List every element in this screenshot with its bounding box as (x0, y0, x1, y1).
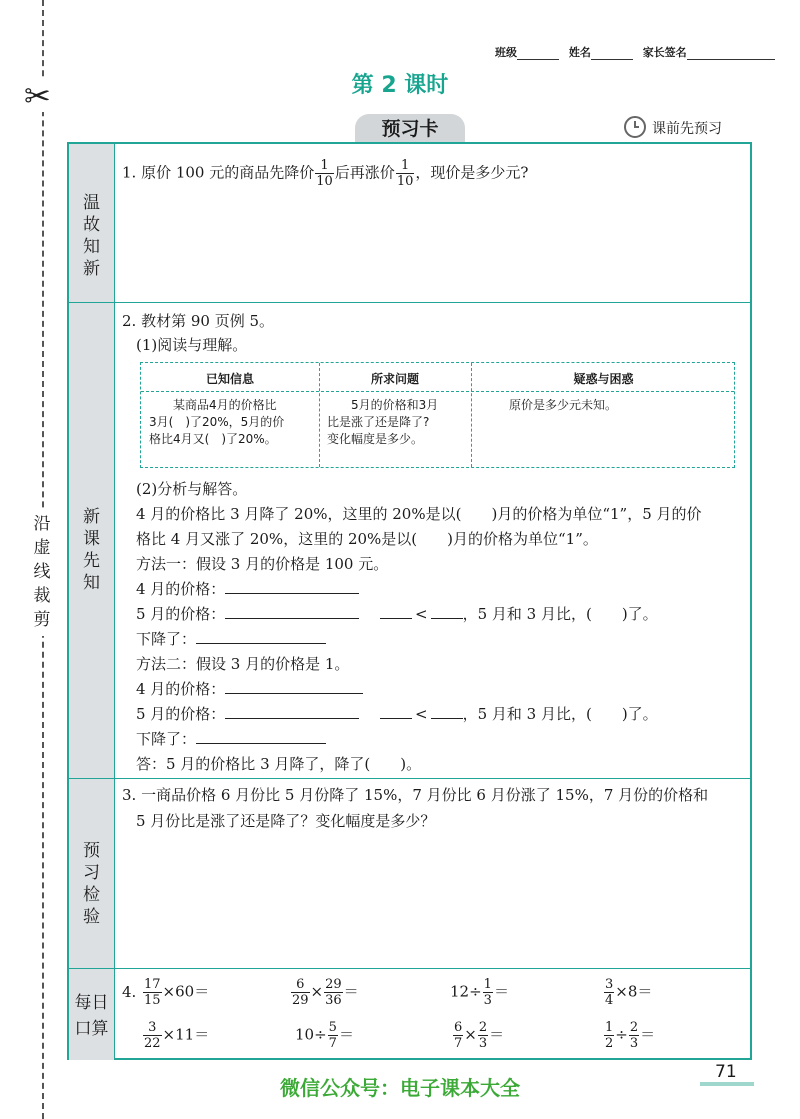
method-1: 方法一：假设 3 月的价格是 100 元。 (136, 555, 389, 573)
clock-icon (624, 116, 646, 138)
answer-blank[interactable] (225, 617, 359, 619)
question-3-line-1: 3. 一商品价格 6 月份比 5 月份降了 15%，7 月份比 6 月份涨了 15%，7 月份的价格和 (122, 786, 709, 804)
mental-math-4: $\frac{3}{4}$ ×8＝ (605, 977, 653, 1008)
header-fields (495, 44, 775, 60)
info-cell-doubt: 原价是多少元未知。 (509, 398, 618, 412)
row-divider (69, 302, 750, 303)
answer-blank[interactable] (196, 742, 326, 744)
mental-math-5: $\frac{3}{22}$ ×11＝ (144, 1020, 210, 1051)
section-label-review: 温故知新 (83, 193, 100, 279)
lesson-title: 第 2 课时 (351, 73, 449, 98)
fraction: $\frac{1}{10}$ (316, 158, 333, 189)
column-divider (114, 144, 115, 1058)
answer-blank[interactable] (431, 617, 463, 619)
mental-math-2: $\frac{6}{29}$ × $\frac{29}{36}$ ＝ (292, 977, 359, 1008)
method1-compare: < ，5 月和 3 月比，( )了。 (380, 607, 658, 622)
answer-blank[interactable] (225, 592, 359, 594)
method2-may: 5 月的价格： (136, 707, 359, 722)
method2-dropped: 下降了： (136, 732, 326, 747)
row-divider (69, 778, 750, 779)
question-1: 1. 原价 100 元的商品先降价 $\frac{1}{10}$ 后再涨价 $\frac{1}{10}$ ，现价是多少元? (122, 158, 529, 189)
worksheet-frame (67, 142, 752, 1060)
section-label-check: 预习检验 (83, 841, 100, 927)
mental-math-1: $\frac{17}{15}$ ×60＝ (144, 977, 210, 1008)
scissors-icon: ✂ (24, 77, 51, 115)
method-2: 方法二：假设 3 月的价格是 1。 (136, 655, 350, 673)
answer-blank[interactable] (196, 642, 326, 644)
question-2-sub2: (2)分析与解答。 (136, 480, 248, 498)
info-head-doubt: 疑惑与困惑 (573, 372, 634, 386)
analysis-line-2: 格比 4 月又涨了 20%，这里的 20%是以( )月的价格为单位“1”。 (136, 530, 598, 548)
card-title: 预习卡 (355, 114, 465, 144)
info-head-known: 已知信息 (205, 372, 254, 386)
footer-watermark: 微信公众号：电子课本大全 (280, 1076, 520, 1100)
info-table (140, 362, 735, 468)
info-head-question: 所求问题 (370, 372, 419, 386)
method2-april: 4 月的价格： (136, 682, 363, 697)
info-cell-question: 5月的价格和3月 比是涨了还是降了? 变化幅度是多少。 (327, 398, 439, 446)
fraction: $\frac{1}{10}$ (396, 158, 414, 189)
name-blank[interactable] (591, 59, 633, 60)
question-2-title: 2. 教材第 90 页例 5。 (122, 312, 275, 330)
method1-april: 4 月的价格： (136, 582, 359, 597)
question-2-sub1: (1)阅读与理解。 (136, 336, 248, 354)
preview-tag-label: 课前先预习 (652, 121, 722, 137)
class-blank[interactable] (517, 59, 559, 60)
answer-blank[interactable] (225, 717, 359, 719)
question-3-line-2: 5 月份比是涨了还是降了？变化幅度是多少？ (136, 812, 436, 830)
row-divider (69, 968, 750, 969)
mental-math-3: 12÷ $\frac{1}{3}$ ＝ (450, 977, 509, 1008)
method1-may: 5 月的价格： (136, 607, 359, 622)
section-label-daily: 每日口算 (74, 993, 109, 1039)
class-label: 班级 (495, 46, 517, 59)
answer-blank[interactable] (431, 717, 463, 719)
mental-math-7: $\frac{6}{7}$ × $\frac{2}{3}$ ＝ (454, 1020, 505, 1051)
mental-math-6: 10÷ $\frac{5}{7}$ ＝ (295, 1020, 354, 1051)
mental-math-8: $\frac{1}{2}$ ÷ $\frac{2}{3}$ ＝ (605, 1020, 656, 1051)
analysis-line-1: 4 月的价格比 3 月降了 20%，这里的 20%是以( )月的价格为单位“1”，5 月的价 (136, 505, 702, 523)
answer-line: 答：5 月的价格比 3 月降了，降了( )。 (136, 755, 422, 773)
section-label-new-lesson: 新课先知 (83, 507, 100, 593)
answer-blank[interactable] (225, 692, 363, 694)
method2-compare: < ，5 月和 3 月比，( )了。 (380, 707, 658, 722)
parent-sign-label: 家长签名 (642, 46, 687, 59)
page-number: 71 (715, 1062, 737, 1082)
method1-dropped: 下降了： (136, 632, 326, 647)
answer-blank[interactable] (380, 617, 412, 619)
cut-instruction: 沿虚线裁剪 (30, 508, 54, 636)
name-label: 姓名 (568, 46, 591, 59)
info-cell-known: 某商品4月的价格比 3月( )了20%，5月的价 格比4月又( )了20%。 (149, 398, 285, 446)
parent-sign-blank[interactable] (687, 59, 775, 60)
preview-tag (624, 118, 722, 140)
question-4-label: 4. (122, 983, 137, 1001)
answer-blank[interactable] (380, 717, 412, 719)
